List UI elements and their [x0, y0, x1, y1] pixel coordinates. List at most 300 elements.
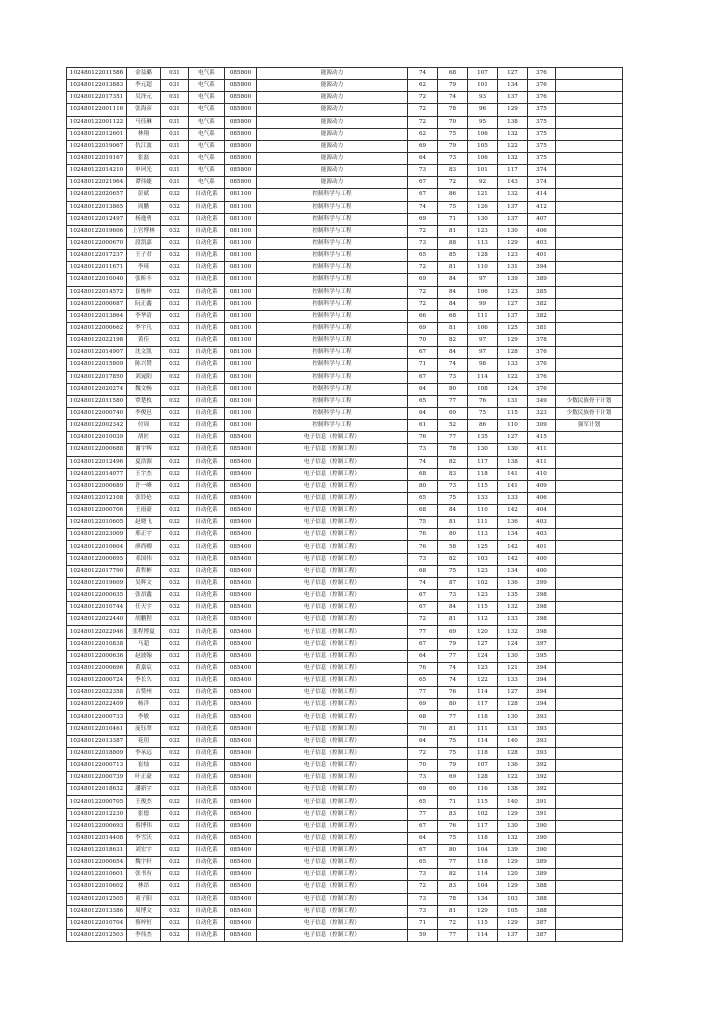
remark-cell: [556, 456, 623, 468]
politics-score-cell: 64: [408, 832, 438, 844]
major-name-cell: 电子信息（控制工程）: [257, 626, 408, 638]
english-score-cell: 72: [438, 177, 468, 189]
english-score-cell: 70: [438, 116, 468, 128]
major-code-cell: 085400: [225, 845, 257, 857]
english-score-cell: 74: [438, 92, 468, 104]
major-code-cell: 081100: [225, 237, 257, 249]
name-cell: 林翔: [127, 128, 161, 140]
dept-name-cell: 自动化系: [189, 492, 225, 504]
dept-code-cell: 032: [161, 857, 189, 869]
remark-cell: [556, 347, 623, 359]
english-score-cell: 73: [438, 480, 468, 492]
major-code-cell: 085400: [225, 796, 257, 808]
dept-code-cell: 032: [161, 565, 189, 577]
remark-cell: [556, 735, 623, 747]
english-score-cell: 81: [438, 517, 468, 529]
english-score-cell: 82: [438, 553, 468, 565]
politics-score-cell: 69: [408, 784, 438, 796]
remark-cell: [556, 662, 623, 674]
major-name-cell: 电子信息（控制工程）: [257, 784, 408, 796]
politics-score-cell: 72: [408, 881, 438, 893]
exam-id-cell: 102480122012496: [67, 456, 127, 468]
total-score-cell: 410: [528, 468, 556, 480]
english-score-cell: 82: [438, 335, 468, 347]
name-cell: 胡匠: [127, 432, 161, 444]
politics-score-cell: 80: [408, 480, 438, 492]
subject2-score-cell: 130: [498, 711, 528, 723]
subject1-score-cell: 114: [468, 929, 498, 941]
dept-name-cell: 自动化系: [189, 577, 225, 589]
subject2-score-cell: 129: [498, 808, 528, 820]
major-code-cell: 085400: [225, 808, 257, 820]
major-name-cell: 电子信息（控制工程）: [257, 590, 408, 602]
total-score-cell: 401: [528, 541, 556, 553]
total-score-cell: 394: [528, 699, 556, 711]
english-score-cell: 77: [438, 929, 468, 941]
english-score-cell: 80: [438, 845, 468, 857]
english-score-cell: 84: [438, 298, 468, 310]
major-code-cell: 081100: [225, 407, 257, 419]
subject2-score-cell: 140: [498, 796, 528, 808]
dept-name-cell: 自动化系: [189, 699, 225, 711]
table-row: [67, 286, 623, 298]
major-name-cell: 控制科学与工程: [257, 371, 408, 383]
major-code-cell: 085400: [225, 480, 257, 492]
major-name-cell: 电子信息（控制工程）: [257, 723, 408, 735]
major-name-cell: 能源动力: [257, 128, 408, 140]
subject1-score-cell: 106: [468, 286, 498, 298]
table-row: [67, 407, 623, 419]
name-cell: 庞钰翠: [127, 723, 161, 735]
remark-cell: [556, 480, 623, 492]
politics-score-cell: 67: [408, 590, 438, 602]
english-score-cell: 79: [438, 638, 468, 650]
total-score-cell: 389: [528, 869, 556, 881]
remark-cell: 强军计划: [556, 420, 623, 432]
subject1-score-cell: 114: [468, 869, 498, 881]
dept-name-cell: 自动化系: [189, 395, 225, 407]
name-cell: 张程博夏: [127, 626, 161, 638]
remark-cell: [556, 298, 623, 310]
table-row: [67, 577, 623, 589]
dept-code-cell: 032: [161, 747, 189, 759]
total-score-cell: 394: [528, 675, 556, 687]
table-row: [67, 760, 623, 772]
major-name-cell: 电子信息（控制工程）: [257, 468, 408, 480]
exam-id-cell: 102480122014077: [67, 468, 127, 480]
dept-code-cell: 031: [161, 140, 189, 152]
subject2-score-cell: 131: [498, 395, 528, 407]
major-name-cell: 电子信息（控制工程）: [257, 505, 408, 517]
table-row: [67, 929, 623, 941]
name-cell: 刘宏宇: [127, 845, 161, 857]
table-row: [67, 881, 623, 893]
remark-cell: [556, 250, 623, 262]
politics-score-cell: 67: [408, 638, 438, 650]
dept-name-cell: 自动化系: [189, 662, 225, 674]
subject1-score-cell: 130: [468, 213, 498, 225]
subject2-score-cell: 128: [498, 747, 528, 759]
exam-id-cell: 102480122000740: [67, 407, 127, 419]
name-cell: 胡鹏程: [127, 614, 161, 626]
remark-cell: [556, 128, 623, 140]
remark-cell: [556, 638, 623, 650]
name-cell: 彭斌: [127, 189, 161, 201]
total-score-cell: 388: [528, 893, 556, 905]
remark-cell: [556, 237, 623, 249]
major-code-cell: 085400: [225, 590, 257, 602]
remark-cell: [556, 371, 623, 383]
remark-cell: [556, 432, 623, 444]
subject1-score-cell: 114: [468, 371, 498, 383]
major-code-cell: 081100: [225, 310, 257, 322]
politics-score-cell: 66: [408, 310, 438, 322]
subject1-score-cell: 128: [468, 772, 498, 784]
total-score-cell: 382: [528, 298, 556, 310]
subject1-score-cell: 112: [468, 614, 498, 626]
english-score-cell: 81: [438, 723, 468, 735]
english-score-cell: 75: [438, 492, 468, 504]
exam-id-cell: 102480122001116: [67, 104, 127, 116]
remark-cell: [556, 286, 623, 298]
total-score-cell: 398: [528, 626, 556, 638]
subject1-score-cell: 75: [468, 407, 498, 419]
major-code-cell: 081100: [225, 262, 257, 274]
total-score-cell: 374: [528, 165, 556, 177]
exam-id-cell: 102480122010704: [67, 917, 127, 929]
name-cell: 周博文: [127, 905, 161, 917]
table-row: [67, 92, 623, 104]
total-score-cell: 376: [528, 347, 556, 359]
english-score-cell: 77: [438, 711, 468, 723]
major-name-cell: 电子信息（控制工程）: [257, 711, 408, 723]
english-score-cell: 83: [438, 165, 468, 177]
name-cell: 廖尚卿: [127, 541, 161, 553]
exam-id-cell: 102480122014210: [67, 165, 127, 177]
politics-score-cell: 72: [408, 92, 438, 104]
exam-id-cell: 102480122012497: [67, 213, 127, 225]
english-score-cell: 84: [438, 347, 468, 359]
subject2-score-cell: 130: [498, 650, 528, 662]
remark-cell: [556, 80, 623, 92]
subject2-score-cell: 129: [498, 335, 528, 347]
english-score-cell: 84: [438, 505, 468, 517]
dept-code-cell: 032: [161, 359, 189, 371]
english-score-cell: 79: [438, 140, 468, 152]
subject2-score-cell: 122: [498, 371, 528, 383]
major-name-cell: 能源动力: [257, 140, 408, 152]
english-score-cell: 69: [438, 626, 468, 638]
subject2-score-cell: 133: [498, 675, 528, 687]
subject2-score-cell: 127: [498, 298, 528, 310]
subject1-score-cell: 121: [468, 189, 498, 201]
subject2-score-cell: 129: [498, 857, 528, 869]
dept-name-cell: 自动化系: [189, 760, 225, 772]
total-score-cell: 398: [528, 590, 556, 602]
subject2-score-cell: 127: [498, 68, 528, 80]
subject1-score-cell: 96: [468, 104, 498, 116]
major-code-cell: 085400: [225, 505, 257, 517]
subject2-score-cell: 128: [498, 347, 528, 359]
remark-cell: [556, 881, 623, 893]
english-score-cell: 83: [438, 808, 468, 820]
major-code-cell: 085400: [225, 760, 257, 772]
table-row: [67, 626, 623, 638]
major-code-cell: 085400: [225, 905, 257, 917]
major-code-cell: 081100: [225, 286, 257, 298]
remark-cell: [556, 92, 623, 104]
name-cell: 吴辉文: [127, 577, 161, 589]
exam-id-cell: 102480122000654: [67, 857, 127, 869]
subject1-score-cell: 111: [468, 310, 498, 322]
subject2-score-cell: 133: [498, 359, 528, 371]
name-cell: 李琦: [127, 262, 161, 274]
subject1-score-cell: 101: [468, 165, 498, 177]
total-score-cell: 391: [528, 808, 556, 820]
table-row: [67, 687, 623, 699]
english-score-cell: 68: [438, 310, 468, 322]
name-cell: 林昂: [127, 881, 161, 893]
name-cell: 陈兴赞: [127, 359, 161, 371]
subject1-score-cell: 127: [468, 638, 498, 650]
remark-cell: [556, 165, 623, 177]
major-code-cell: 085400: [225, 687, 257, 699]
exam-id-cell: 102480122010838: [67, 638, 127, 650]
dept-code-cell: 032: [161, 201, 189, 213]
major-code-cell: 081100: [225, 322, 257, 334]
politics-score-cell: 70: [408, 760, 438, 772]
dept-code-cell: 032: [161, 383, 189, 395]
politics-score-cell: 73: [408, 444, 438, 456]
major-name-cell: 电子信息（控制工程）: [257, 832, 408, 844]
dept-name-cell: 自动化系: [189, 517, 225, 529]
major-code-cell: 085400: [225, 577, 257, 589]
dept-code-cell: 032: [161, 347, 189, 359]
exam-id-cell: 102480122017850: [67, 371, 127, 383]
english-score-cell: 71: [438, 796, 468, 808]
english-score-cell: 78: [438, 893, 468, 905]
english-score-cell: 68: [438, 68, 468, 80]
dept-name-cell: 自动化系: [189, 274, 225, 286]
exam-id-cell: 102480122017351: [67, 92, 127, 104]
major-code-cell: 085400: [225, 517, 257, 529]
politics-score-cell: 77: [408, 687, 438, 699]
dept-code-cell: 032: [161, 929, 189, 941]
english-score-cell: 79: [438, 760, 468, 772]
subject2-score-cell: 130: [498, 225, 528, 237]
english-score-cell: 76: [438, 687, 468, 699]
exam-id-cell: 102480122021964: [67, 177, 127, 189]
major-code-cell: 085400: [225, 857, 257, 869]
table-row: [67, 347, 623, 359]
name-cell: 蔡梓恒: [127, 917, 161, 929]
major-name-cell: 电子信息（控制工程）: [257, 480, 408, 492]
major-code-cell: 085800: [225, 177, 257, 189]
exam-id-cell: 102480122013864: [67, 310, 127, 322]
name-cell: 李雪沃: [127, 832, 161, 844]
dept-code-cell: 031: [161, 128, 189, 140]
english-score-cell: 82: [438, 869, 468, 881]
table-row: [67, 322, 623, 334]
remark-cell: [556, 626, 623, 638]
subject2-score-cell: 137: [498, 929, 528, 941]
major-code-cell: 085400: [225, 832, 257, 844]
table-row: [67, 675, 623, 687]
exam-id-cell: 102480122000687: [67, 298, 127, 310]
politics-score-cell: 73: [408, 165, 438, 177]
major-name-cell: 能源动力: [257, 116, 408, 128]
name-cell: 赵晓飞: [127, 517, 161, 529]
dept-code-cell: 032: [161, 614, 189, 626]
english-score-cell: 88: [438, 237, 468, 249]
dept-name-cell: 自动化系: [189, 456, 225, 468]
english-score-cell: 84: [438, 602, 468, 614]
dept-code-cell: 032: [161, 456, 189, 468]
dept-code-cell: 032: [161, 189, 189, 201]
table-row: [67, 917, 623, 929]
major-name-cell: 控制科学与工程: [257, 383, 408, 395]
dept-name-cell: 自动化系: [189, 590, 225, 602]
dept-code-cell: 032: [161, 626, 189, 638]
dept-name-cell: 自动化系: [189, 553, 225, 565]
politics-score-cell: 64: [408, 735, 438, 747]
dept-name-cell: 自动化系: [189, 747, 225, 759]
name-cell: 张铃伦: [127, 492, 161, 504]
subject2-score-cell: 132: [498, 626, 528, 638]
remark-cell: [556, 820, 623, 832]
exam-id-cell: 102480122019067: [67, 140, 127, 152]
major-name-cell: 能源动力: [257, 80, 408, 92]
politics-score-cell: 68: [408, 565, 438, 577]
major-code-cell: 085800: [225, 152, 257, 164]
english-score-cell: 52: [438, 420, 468, 432]
major-name-cell: 电子信息（控制工程）: [257, 808, 408, 820]
dept-name-cell: 自动化系: [189, 383, 225, 395]
exam-id-cell: 102480122020657: [67, 189, 127, 201]
major-code-cell: 085400: [225, 747, 257, 759]
total-score-cell: 392: [528, 784, 556, 796]
name-cell: 李宇凡: [127, 322, 161, 334]
politics-score-cell: 69: [408, 213, 438, 225]
dept-code-cell: 032: [161, 638, 189, 650]
major-code-cell: 085400: [225, 735, 257, 747]
major-code-cell: 085400: [225, 456, 257, 468]
total-score-cell: 394: [528, 687, 556, 699]
subject2-score-cell: 132: [498, 189, 528, 201]
subject2-score-cell: 137: [498, 201, 528, 213]
dept-code-cell: 031: [161, 68, 189, 80]
table-row: [67, 395, 623, 407]
english-score-cell: 86: [438, 189, 468, 201]
exam-id-cell: 102480122000688: [67, 444, 127, 456]
subject2-score-cell: 131: [498, 262, 528, 274]
subject1-score-cell: 108: [468, 383, 498, 395]
dept-code-cell: 031: [161, 104, 189, 116]
remark-cell: [556, 614, 623, 626]
subject1-score-cell: 130: [468, 444, 498, 456]
exam-id-cell: 102480122019606: [67, 225, 127, 237]
dept-name-cell: 自动化系: [189, 565, 225, 577]
name-cell: 王雨豪: [127, 505, 161, 517]
exam-id-cell: 102480122000670: [67, 237, 127, 249]
major-name-cell: 电子信息（控制工程）: [257, 699, 408, 711]
major-code-cell: 085400: [225, 869, 257, 881]
subject2-score-cell: 130: [498, 820, 528, 832]
dept-name-cell: 自动化系: [189, 407, 225, 419]
dept-name-cell: 自动化系: [189, 626, 225, 638]
dept-code-cell: 032: [161, 869, 189, 881]
exam-id-cell: 102480122017790: [67, 565, 127, 577]
subject2-score-cell: 124: [498, 638, 528, 650]
table-row: [67, 735, 623, 747]
dept-name-cell: 自动化系: [189, 432, 225, 444]
remark-cell: [556, 650, 623, 662]
name-cell: 李敏: [127, 711, 161, 723]
subject2-score-cell: 105: [498, 905, 528, 917]
exam-id-cell: 102480122017237: [67, 250, 127, 262]
name-cell: 李华清: [127, 310, 161, 322]
dept-name-cell: 自动化系: [189, 213, 225, 225]
english-score-cell: 73: [438, 371, 468, 383]
major-code-cell: 085400: [225, 650, 257, 662]
major-code-cell: 085800: [225, 140, 257, 152]
major-code-cell: 081100: [225, 359, 257, 371]
total-score-cell: 376: [528, 371, 556, 383]
total-score-cell: 390: [528, 820, 556, 832]
name-cell: 沈文凯: [127, 347, 161, 359]
major-name-cell: 电子信息（控制工程）: [257, 917, 408, 929]
exam-id-cell: 102480122012230: [67, 808, 127, 820]
english-score-cell: 87: [438, 577, 468, 589]
total-score-cell: 399: [528, 577, 556, 589]
exam-id-cell: 102480122013387: [67, 735, 127, 747]
subject2-score-cell: 136: [498, 760, 528, 772]
subject1-score-cell: 86: [468, 420, 498, 432]
name-cell: 叶正豪: [127, 772, 161, 784]
subject1-score-cell: 116: [468, 784, 498, 796]
subject1-score-cell: 111: [468, 723, 498, 735]
remark-cell: [556, 225, 623, 237]
major-code-cell: 085400: [225, 492, 257, 504]
major-name-cell: 电子信息（控制工程）: [257, 893, 408, 905]
table-row: [67, 602, 623, 614]
major-code-cell: 085400: [225, 638, 257, 650]
english-score-cell: 74: [438, 359, 468, 371]
subject1-score-cell: 135: [468, 432, 498, 444]
politics-score-cell: 65: [408, 395, 438, 407]
major-name-cell: 控制科学与工程: [257, 286, 408, 298]
table-row: [67, 104, 623, 116]
table-row: [67, 590, 623, 602]
table-row: [67, 808, 623, 820]
dept-code-cell: 032: [161, 905, 189, 917]
dept-code-cell: 032: [161, 274, 189, 286]
dept-name-cell: 自动化系: [189, 808, 225, 820]
dept-name-cell: 自动化系: [189, 857, 225, 869]
subject1-score-cell: 123: [468, 662, 498, 674]
total-score-cell: 398: [528, 614, 556, 626]
subject1-score-cell: 117: [468, 820, 498, 832]
remark-cell: [556, 723, 623, 735]
subject1-score-cell: 125: [468, 541, 498, 553]
dept-code-cell: 032: [161, 832, 189, 844]
subject1-score-cell: 118: [468, 711, 498, 723]
table-row: [67, 371, 623, 383]
subject1-score-cell: 114: [468, 687, 498, 699]
exam-id-cell: 102480122000705: [67, 796, 127, 808]
major-name-cell: 能源动力: [257, 104, 408, 116]
english-score-cell: 81: [438, 614, 468, 626]
